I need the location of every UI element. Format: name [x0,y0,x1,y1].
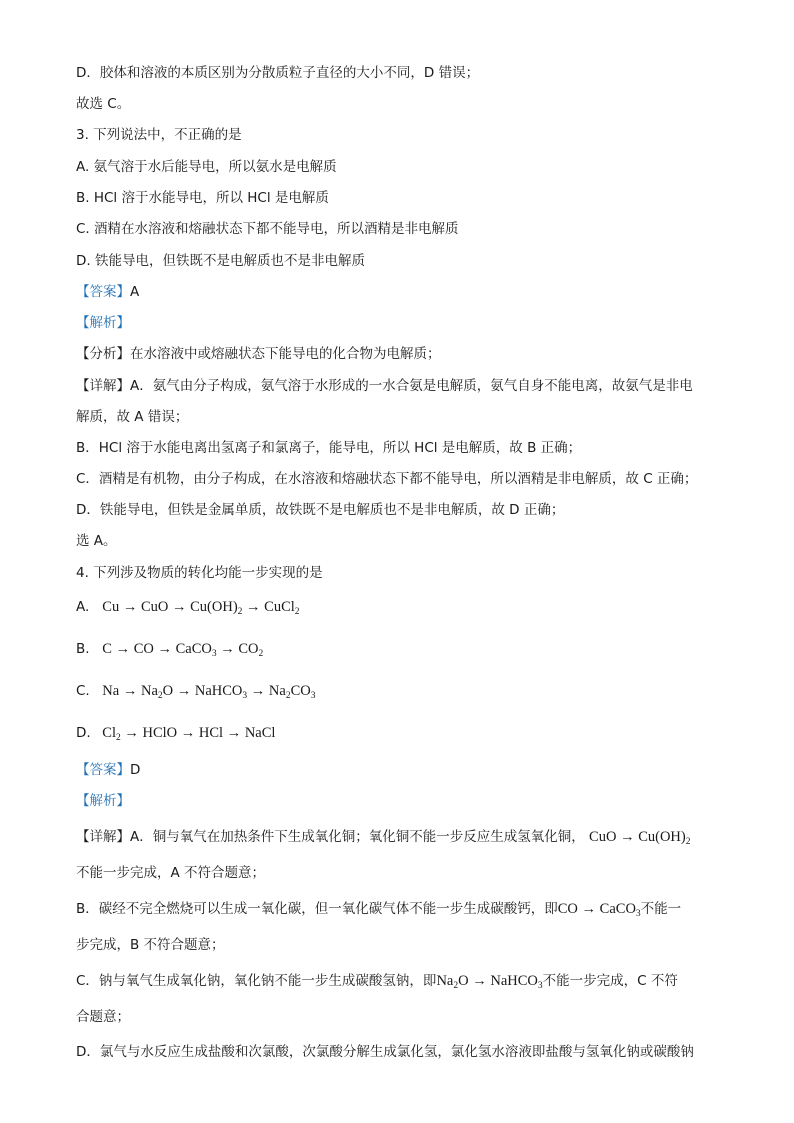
detail-text: B．碳经不完全燃烧可以生成一氧化碳，但一氧化碳气体不能一步生成碳酸钙，即 [76,901,558,917]
answer-tag: 【答案】 [76,284,130,300]
question-3-stem: 3. 下列说法中，不正确的是 [76,127,242,143]
question-4-stem: 4. 下列涉及物质的转化均能一步实现的是 [76,565,323,581]
detail-a-line1 [76,828,690,846]
text-line: 故选 C。 [76,96,131,112]
conclusion: 选 A。 [76,533,117,549]
option-label: D. [76,725,91,741]
detail-d-line1: D．氯气与水反应生成盐酸和次氯酸，次氯酸分解生成氯化氢，氯化氢水溶液即盐酸与氢氧化钠或碳酸钠 [76,1044,694,1060]
answer-tag: 【答案】 [76,762,130,778]
answer-value: A [130,284,140,300]
detail-c-line1 [76,972,678,990]
detail-b-line1 [76,900,681,918]
formula-b: C → CO → CaCO$_3$ → $CO_2$ [102,641,264,659]
answer-line [76,761,140,779]
inline-formula: $Na_2O$ → NaHCO$_3$ [436,973,543,991]
option-label: A. [76,599,90,615]
summary-tag: 【分析】 [76,346,130,362]
q3-option-c: C. 酒精在水溶液和熔融状态下都不能导电，所以酒精是非电解质 [76,221,459,237]
detail-d: D．铁能导电，但铁是金属单质，故铁既不是电解质也不是非电解质，故 D 正确； [76,502,565,518]
detail-a-line2: 不能一步完成，A 不符合题意； [76,865,266,881]
detail-tag: 【详解】 [76,829,130,845]
detail-text: 不能一步完成，C 不符 [542,973,678,989]
detail-text: A．铜与氧气在加热条件下生成氧化铜；氧化铜不能一步反应生成氢氧化铜， [130,829,585,845]
summary-text: 在水溶液中或熔融状态下能导电的化合物为电解质； [130,346,441,362]
inline-formula: CuO → $Cu(OH)_2$ [589,829,691,847]
q4-option-b [76,640,263,658]
text-line: D．胶体和溶液的本质区别为分散质粒子直径的大小不同，D 错误； [76,65,480,81]
q3-option-a: A. 氨气溶于水后能导电，所以氨水是电解质 [76,159,337,175]
q3-option-d: D. 铁能导电，但铁既不是电解质也不是非电解质 [76,253,365,269]
analysis-tag: 【解析】 [76,793,130,809]
formula-c: $Na \to Na_2O$ → NaHCO$_3$ → $Na_2CO_3$ [102,683,316,701]
answer-value: D [130,762,141,778]
detail-text: C．钠与氧气生成氧化钠，氧化钠不能一步生成碳酸氢钠，即 [76,973,437,989]
formula-d: $Cl_2$ → HClO → HCl → NaCl [102,725,276,743]
option-label: B. [76,641,90,657]
detail-text: A．氨气由分子构成，氨气溶于水形成的一水合氨是电解质，氨气自身不能电离，故氨气是非电 [130,378,693,394]
option-label: C. [76,683,90,699]
formula-a: Cu → CuO → $Cu(OH)_2$ → CuCl$_2$ [102,599,300,617]
q4-option-c [76,682,315,700]
q4-option-d [76,724,275,742]
detail-text: 不能一 [640,901,682,917]
detail-c: C．酒精是有机物，由分子构成，在水溶液和熔融状态下都不能导电，所以酒精是非电解质，故 C 正确； [76,471,698,487]
detail-b-line2: 步完成，B 不符合题意； [76,937,225,953]
detail-b: B．HCl 溶于水能电离出氢离子和氯离子，能导电，所以 HCl 是电解质，故 B 正确； [76,440,582,456]
q4-option-a [76,598,300,616]
detail-a-line2: 解质，故 A 错误； [76,409,189,425]
detail-a-line1 [76,377,693,395]
answer-line [76,283,139,301]
analysis-tag: 【解析】 [76,315,130,331]
q3-option-b: B. HCl 溶于水能导电，所以 HCl 是电解质 [76,190,329,206]
detail-c-line2: 合题意； [76,1009,130,1025]
analysis-summary [76,345,441,363]
detail-tag: 【详解】 [76,378,130,394]
inline-formula: CO → CaCO$_3$ [557,901,641,919]
